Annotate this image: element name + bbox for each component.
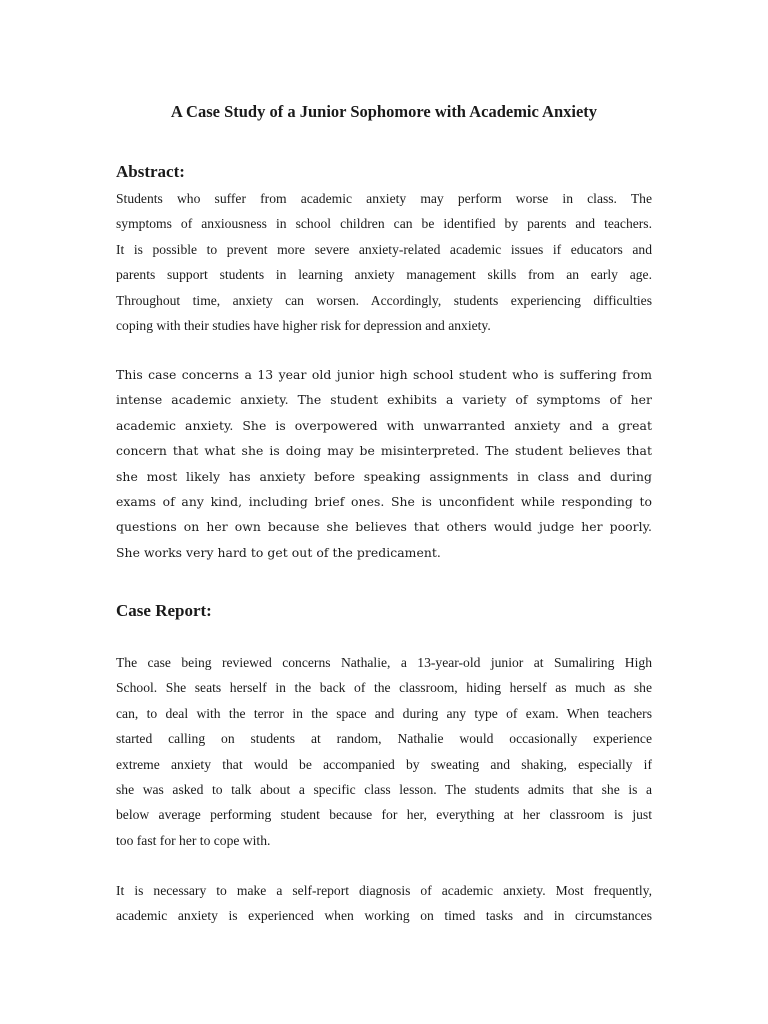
abstract-heading: Abstract: bbox=[116, 162, 185, 181]
text-line: can, to deal with the terror in the space and during any type of exam. When teachers bbox=[116, 705, 652, 721]
text-line: coping with their studies have higher risk for depression and anxiety. bbox=[116, 317, 491, 333]
case-report-heading: Case Report: bbox=[116, 601, 212, 620]
text-line: questions on her own because she believes that others would judge her poorly. bbox=[116, 519, 652, 535]
text-line: exams of any kind, including brief ones. She is unconfident while responding to bbox=[116, 493, 652, 509]
text-line: The case being reviewed concerns Nathalie, a 13-year-old junior at Sumaliring High bbox=[116, 655, 652, 670]
text-line: Students who suffer from academic anxiety may perform worse in class. The bbox=[116, 191, 652, 206]
abstract-paragraph-2 bbox=[116, 362, 652, 565]
text-line: parents support students in learning anxiety management skills from an early age. bbox=[116, 267, 652, 283]
text-line: concern that what she is doing may be misinterpreted. The student believes that bbox=[116, 443, 652, 459]
text-line: This case concerns a 13 year old junior high school student who is suffering from bbox=[116, 367, 652, 382]
text-line: started calling on students at random, Nathalie would occasionally experience bbox=[116, 731, 652, 747]
text-line: extreme anxiety that would be accompanied by sweating and shaking, especially if bbox=[116, 756, 652, 772]
case-report-paragraph-2 bbox=[116, 878, 652, 929]
case-report-paragraph-1 bbox=[116, 650, 652, 853]
document-page bbox=[116, 0, 652, 1024]
text-line: She works very hard to get out of the predicament. bbox=[116, 544, 441, 560]
text-line: Throughout time, anxiety can worsen. Accordingly, students experiencing difficulties bbox=[116, 292, 652, 308]
text-line: intense academic anxiety. The student exhibits a variety of symptoms of her bbox=[116, 392, 652, 408]
text-line: It is possible to prevent more severe anxiety-related academic issues if educators and bbox=[116, 241, 652, 257]
text-line: she most likely has anxiety before speaking assignments in class and during bbox=[116, 468, 652, 484]
text-line: she was asked to talk about a specific class lesson. The students admits that she is a bbox=[116, 781, 652, 797]
text-line: School. She seats herself in the back of the classroom, hiding herself as much as she bbox=[116, 680, 652, 696]
abstract-paragraph-1 bbox=[116, 186, 652, 338]
text-line: symptoms of anxiousness in school children can be identified by parents and teachers. bbox=[116, 216, 652, 232]
text-line: too fast for her to cope with. bbox=[116, 832, 271, 848]
text-line: below average performing student because for her, everything at her classroom is just bbox=[116, 807, 652, 823]
text-line: academic anxiety. She is overpowered with unwarranted anxiety and a great bbox=[116, 417, 652, 433]
document-title: A Case Study of a Junior Sophomore with Academic Anxiety bbox=[170, 102, 598, 121]
text-line: academic anxiety is experienced when working on timed tasks and in circumstances bbox=[116, 908, 652, 924]
text-line: It is necessary to make a self-report diagnosis of academic anxiety. Most frequently, bbox=[116, 883, 652, 898]
